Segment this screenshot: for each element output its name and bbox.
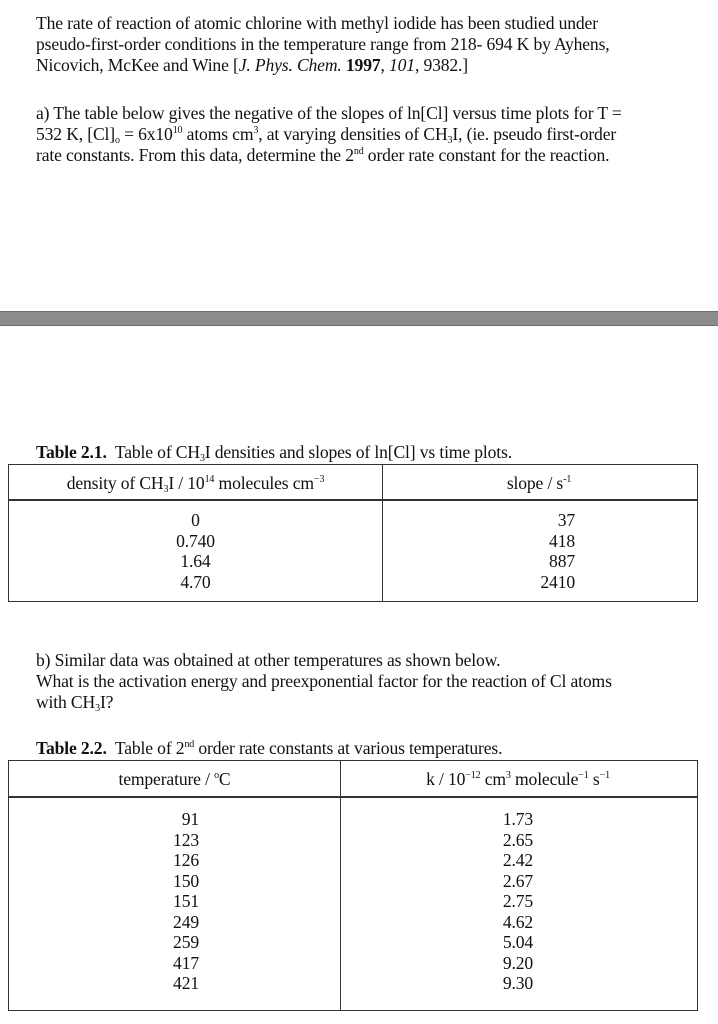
table2-caption-label: Table 2.2. [36,738,107,758]
table2-header-temperature [9,769,340,790]
superscript: 3 [253,125,259,136]
text: density of CH [66,473,164,493]
temperature-value: 421 [173,973,199,993]
temperature-value: 249 [173,911,199,932]
text: molecules cm [214,473,314,493]
table1-header-density [9,473,382,494]
text: I densities and slopes of ln[Cl] vs time plots. [204,442,512,462]
rate-constant-value: 5.04 [502,932,534,952]
intro-paragraph [36,13,706,76]
text: Table of 2 [106,738,185,758]
rate-constant-value: 2.67 [502,870,534,891]
superscript: −1 [578,770,589,781]
citation-year: 1997 [345,55,381,75]
subscript: 3 [95,703,100,714]
part-a-paragraph [36,103,706,166]
intro-citation-line [36,55,706,76]
text: Table of CH [106,442,200,462]
text: atoms cm [182,124,254,144]
table2-header-rate-constant [340,769,696,790]
density-value: 0 [191,510,200,530]
superscript: 3 [505,770,511,781]
subscript: 3 [447,135,453,146]
citation-authors: Nicovich, McKee and Wine [ [36,55,239,75]
table1-caption [36,442,512,463]
superscript: 10 [172,125,183,136]
text: s [588,769,600,789]
part-a-line [36,145,706,166]
text: order rate constant for the reaction. [363,145,610,165]
table2-temperature-column [159,809,199,994]
text: rate constants. From this data, determine the 2 [36,145,354,165]
slope-value: 887 [549,551,575,571]
citation-volume: 101 [389,55,415,75]
text: C [218,769,231,789]
text: k / 10 [426,769,466,789]
table2 [8,760,698,1011]
temperature-value: 150 [173,870,199,891]
text: temperature / [118,769,215,789]
temperature-value: 417 [173,952,199,973]
table2-caption [36,738,502,759]
text: , at varying densities of CH [258,124,448,144]
density-value: 0.740 [176,530,215,551]
rate-constant-value: 9.20 [502,952,534,973]
superscript: -1 [563,474,572,485]
text: with CH [36,692,96,712]
slope-value: 37 [557,510,575,530]
citation-journal: J. Phys. Chem. [238,55,342,75]
text: cm [480,769,506,789]
temperature-value: 91 [181,809,199,829]
superscript: nd [353,146,364,157]
citation-pages: , 9382.] [414,55,468,75]
page-break-bar [0,311,718,326]
temperature-value: 126 [173,850,199,870]
citation-sep: , [380,55,389,75]
text: I? [99,692,114,712]
temperature-value: 151 [173,891,199,911]
text: I, (ie. pseudo first-order [452,124,617,144]
part-b-paragraph [36,650,706,713]
density-value: 1.64 [180,551,211,571]
subscript: 3 [163,484,169,495]
subscript: o [114,135,120,146]
superscript: o [214,770,219,781]
rate-constant-value: 4.62 [502,911,534,932]
rate-constant-value: 2.65 [502,829,534,850]
density-value: 4.70 [180,571,211,592]
part-b-line [36,692,706,713]
rate-constant-value: 2.75 [502,891,534,911]
table2-rate-constant-column [340,809,696,994]
table1-caption-label: Table 2.1. [36,442,107,462]
superscript: −1 [599,770,610,781]
part-b-line: b) Similar data was obtained at other temperatures as shown below. [36,650,501,670]
text: order rate constants at various temperatures. [194,738,503,758]
table1-density-column [9,510,382,592]
text: = 6x10 [119,124,173,144]
superscript: 14 [204,474,215,485]
rate-constant-value: 1.73 [502,809,534,829]
superscript: −12 [465,770,481,781]
slope-value: 2410 [540,571,575,592]
temperature-value: 259 [173,932,199,952]
slope-value: 418 [549,530,575,551]
table1-slope-column [382,510,696,592]
part-b-line: What is the activation energy and preexponential factor for the reaction of Cl atoms [36,671,612,691]
text: 532 K, [Cl] [36,124,115,144]
temperature-value: 123 [173,829,199,850]
part-a-line: a) The table below gives the negative of the slopes of ln[Cl] versus time plots for T = [36,103,622,123]
table1-header-slope [382,473,696,494]
text: I / 10 [168,473,205,493]
rate-constant-value: 2.42 [502,850,534,870]
subscript: 3 [199,453,205,464]
intro-line: pseudo-first-order conditions in the temperature range from 218- 694 K by Ayhens, [36,34,610,54]
table1 [8,464,698,602]
text: molecule [510,769,579,789]
part-a-line [36,124,706,145]
superscript: −3 [313,474,325,485]
rate-constant-value: 9.30 [502,973,534,993]
intro-line: The rate of reaction of atomic chlorine with methyl iodide has been studied under [36,13,598,33]
superscript: nd [184,739,195,750]
text: slope / s [506,473,564,493]
